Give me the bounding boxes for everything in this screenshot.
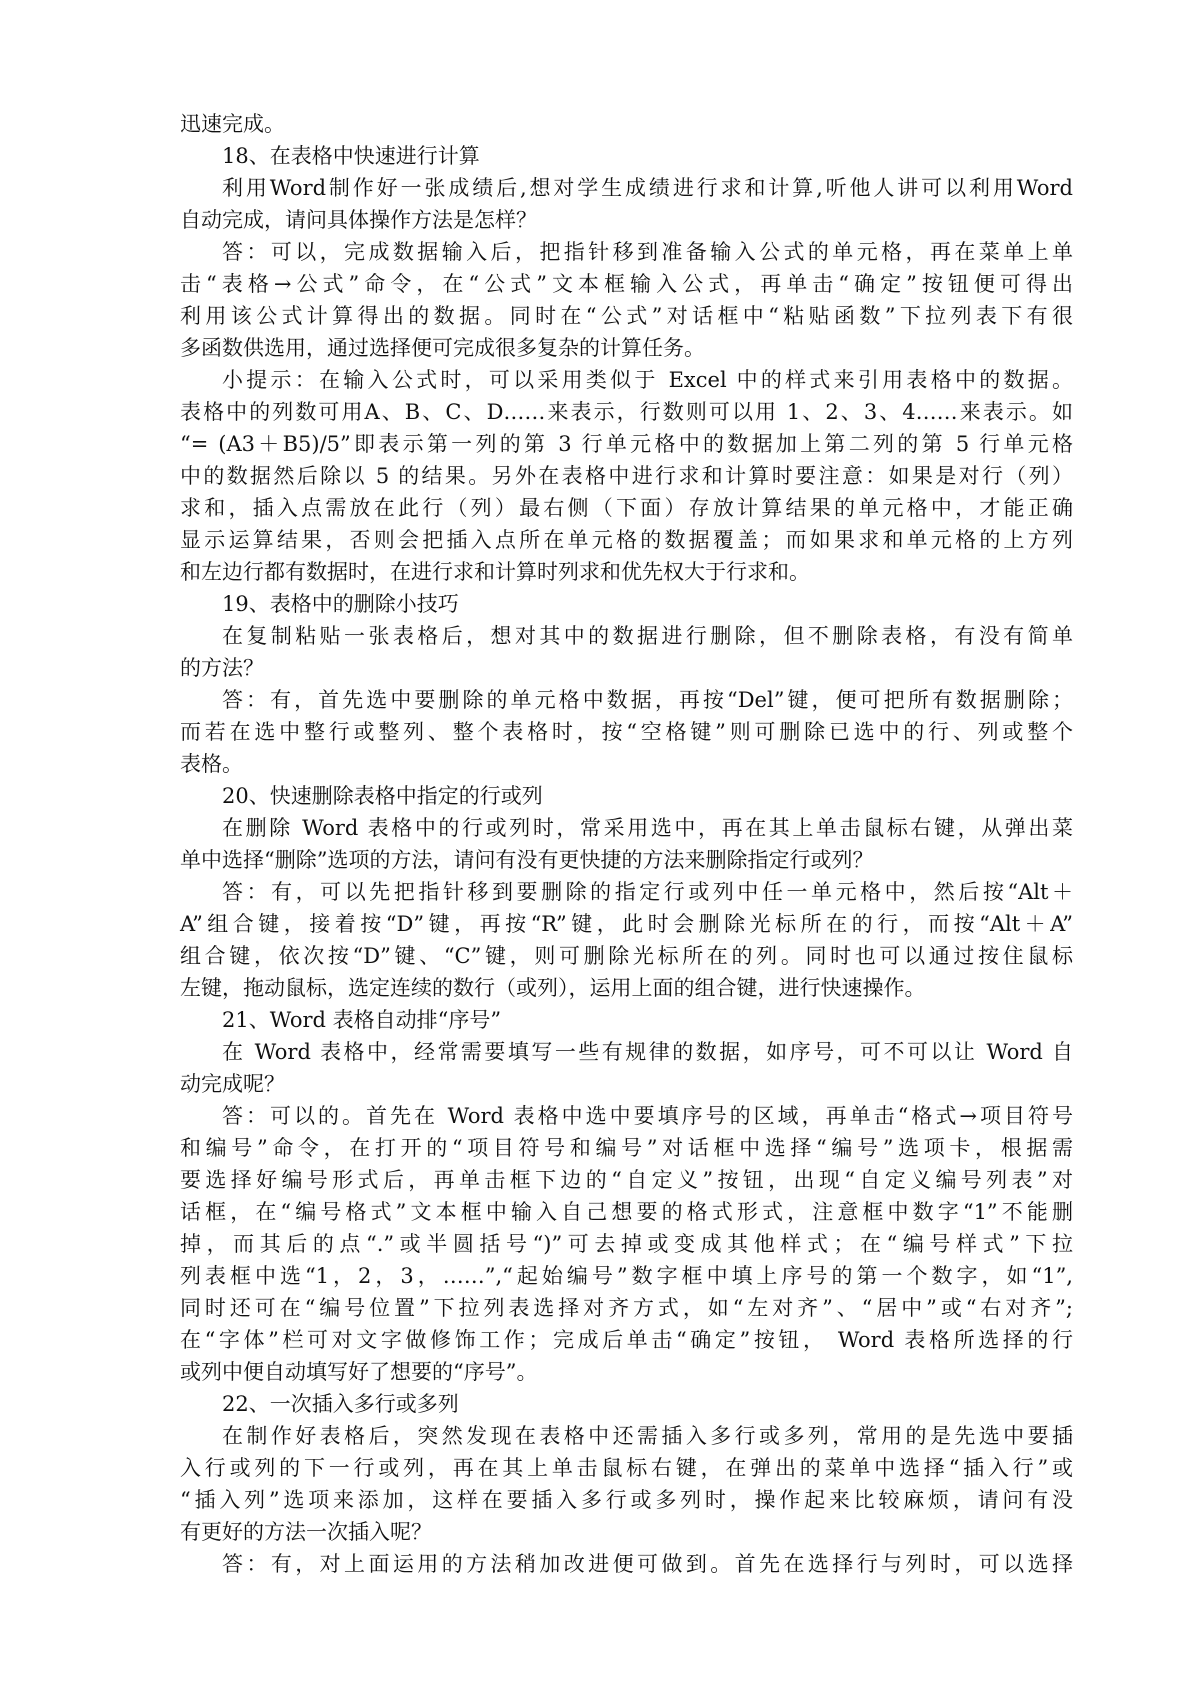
- answer-line: 利用该公式计算得出的数据。同时在“公式”对话框中“粘贴函数”下拉列表下有很: [180, 304, 1073, 328]
- question-line: 自动完成，请问具体操作方法是怎样？: [180, 208, 537, 232]
- answer-line: 或列中便自动填写好了想要的“序号”。: [180, 1360, 538, 1384]
- tip-line: 显示运算结果，否则会把插入点所在单元格的数据覆盖；而如果求和单元格的上方列: [180, 528, 1073, 552]
- tip-line: 和左边行都有数据时，在进行求和计算时列求和优先权大于行求和。: [180, 560, 810, 584]
- tip-line: 求和，插入点需放在此行（列）最右侧（下面）存放计算结果的单元格中，才能正确: [180, 496, 1073, 520]
- section-heading-21: 21、Word 表格自动排“序号”: [222, 1008, 502, 1032]
- answer-line: 答：有，可以先把指针移到要删除的指定行或列中任一单元格中，然后按“Alt＋: [222, 880, 1073, 904]
- tip-line: “= (A3＋B5)/5”即表示第一列的第 3 行单元格中的数据加上第二列的第 5 行单元格: [180, 432, 1073, 456]
- answer-line: 要选择好编号形式后，再单击框下边的“自定义”按钮，出现“自定义编号列表”对: [180, 1168, 1073, 1192]
- question-line: “插入列”选项来添加，这样在要插入多行或多列时，操作起来比较麻烦，请问有没: [180, 1488, 1073, 1512]
- answer-line: 掉，而其后的点“.”或半圆括号“)”可去掉或变成其他样式；在“编号样式”下拉: [180, 1232, 1073, 1256]
- body-text-line: 迅速完成。: [180, 112, 285, 136]
- answer-line: 而若在选中整行或整列、整个表格时，按“空格键”则可删除已选中的行、列或整个: [180, 720, 1073, 744]
- section-heading-20: 20、快速删除表格中指定的行或列: [222, 784, 543, 808]
- section-heading-19: 19、表格中的删除小技巧: [222, 592, 459, 616]
- answer-line: 组合键，依次按“D”键、“C”键，则可删除光标所在的列。同时也可以通过按住鼠标: [180, 944, 1073, 968]
- question-line: 在删除 Word 表格中的行或列时，常采用选中，再在其上单击鼠标右键，从弹出菜: [222, 816, 1073, 840]
- tip-line: 中的数据然后除以 5 的结果。另外在表格中进行求和计算时要注意：如果是对行（列）: [180, 464, 1073, 488]
- answer-line: 答：有，对上面运用的方法稍加改进便可做到。首先在选择行与列时，可以选择: [222, 1552, 1073, 1576]
- question-line: 单中选择“删除”选项的方法，请问有没有更快捷的方法来删除指定行或列？: [180, 848, 874, 872]
- answer-line: 列表框中选“1，2，3，……”,“起始编号”数字框中填上序号的第一个数字，如“1”,: [180, 1264, 1073, 1288]
- answer-line: 在“字体”栏可对文字做修饰工作；完成后单击“确定”按钮， Word 表格所选择的行: [180, 1328, 1073, 1352]
- question-line: 的方法？: [180, 656, 264, 680]
- question-line: 有更好的方法一次插入呢？: [180, 1520, 432, 1544]
- tip-line: 小提示：在输入公式时，可以采用类似于 Excel 中的样式来引用表格中的数据。: [222, 368, 1073, 392]
- document-body: [180, 108, 1073, 1580]
- answer-line: 答：可以的。首先在 Word 表格中选中要填序号的区域，再单击“格式→项目符号: [222, 1104, 1073, 1128]
- answer-line: 和编号”命令，在打开的“项目符号和编号”对话框中选择“编号”选项卡，根据需: [180, 1136, 1073, 1160]
- answer-line: 左键，拖动鼠标，选定连续的数行（或列），运用上面的组合键，进行快速操作。: [180, 976, 926, 1000]
- answer-line: 答：有，首先选中要删除的单元格中数据，再按“Del”键，便可把所有数据删除；: [222, 688, 1073, 712]
- answer-line: A”组合键，接着按“D”键，再按“R”键，此时会删除光标所在的行，而按“Alt＋A”: [180, 912, 1073, 936]
- question-line: 在 Word 表格中，经常需要填写一些有规律的数据，如序号，可不可以让 Word 自: [222, 1040, 1073, 1064]
- answer-line: 同时还可在“编号位置”下拉列表选择对齐方式，如“左对齐”、“居中”或“右对齐”;: [180, 1296, 1073, 1320]
- answer-line: 答：可以，完成数据输入后，把指针移到准备输入公式的单元格，再在菜单上单: [222, 240, 1073, 264]
- section-heading-18: 18、在表格中快速进行计算: [222, 144, 480, 168]
- section-heading-22: 22、一次插入多行或多列: [222, 1392, 459, 1416]
- answer-line: 击“表格→公式”命令，在“公式”文本框输入公式，再单击“确定”按钮便可得出: [180, 272, 1073, 296]
- question-line: 利用Word制作好一张成绩后,想对学生成绩进行求和计算,听他人讲可以利用Word: [222, 176, 1073, 200]
- answer-line: 表格。: [180, 752, 243, 776]
- question-line: 在制作好表格后，突然发现在表格中还需插入多行或多列，常用的是先选中要插: [222, 1424, 1073, 1448]
- answer-line: 多函数供选用，通过选择便可完成很多复杂的计算任务。: [180, 336, 705, 360]
- question-line: 在复制粘贴一张表格后，想对其中的数据进行删除，但不删除表格，有没有简单: [222, 624, 1073, 648]
- question-line: 动完成呢？: [180, 1072, 285, 1096]
- question-line: 入行或列的下一行或列，再在其上单击鼠标右键，在弹出的菜单中选择“插入行”或: [180, 1456, 1073, 1480]
- answer-line: 话框，在“编号格式”文本框中输入自己想要的格式形式，注意框中数字“1”不能删: [180, 1200, 1073, 1224]
- tip-line: 表格中的列数可用A、B、C、D……来表示，行数则可以用 1、2、3、4……来表示。如: [180, 400, 1073, 424]
